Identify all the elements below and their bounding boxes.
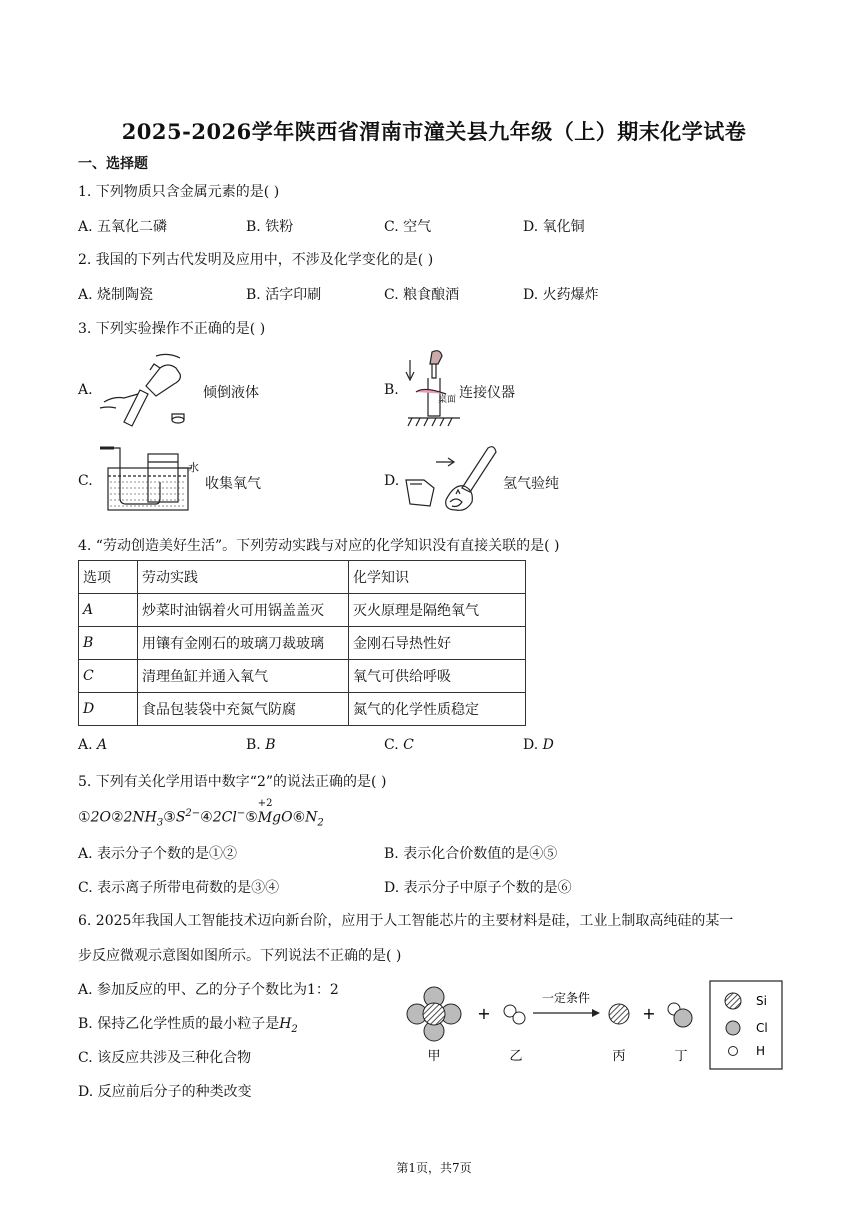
q3-option-a-caption: 倾倒液体 bbox=[203, 385, 259, 401]
connecting-apparatus-illustration bbox=[402, 348, 462, 430]
table-cell: 灭火原理是隔绝氧气 bbox=[349, 594, 526, 627]
page-footer: 第1页，共7页 bbox=[396, 1161, 472, 1175]
table-cell: 氧气可供给呼吸 bbox=[349, 660, 526, 693]
legend-box bbox=[710, 981, 782, 1069]
question-4-stem: 4. “劳动创造美好生活”。下列劳动实践与对应的化学知识没有直接关联的是( ) bbox=[78, 538, 560, 554]
q1-option-c: C. 空气 bbox=[384, 219, 432, 235]
q1-option-a: A. 五氧化二磷 bbox=[78, 219, 168, 235]
molecule-bing bbox=[609, 1004, 629, 1024]
table-cell: A bbox=[79, 594, 138, 627]
q2-option-c: C. 粮食酿酒 bbox=[384, 287, 460, 303]
q4-option-a: A. A bbox=[78, 737, 108, 753]
q3-option-b-letter: B. bbox=[384, 382, 399, 398]
q2-option-d: D. 火药爆炸 bbox=[523, 287, 599, 303]
q3-option-d-caption: 氢气验纯 bbox=[503, 476, 559, 492]
table-row bbox=[79, 693, 526, 726]
q2-option-b: B. 活字印刷 bbox=[246, 287, 322, 303]
table-cell: 用镶有金刚石的玻璃刀裁玻璃 bbox=[138, 627, 349, 660]
label-bing: 丙 bbox=[612, 1049, 626, 1064]
question-6-stem-line2: 步反应微观示意图如图所示。下列说法不正确的是( ) bbox=[78, 948, 402, 964]
q5-option-b: B. 表示化合价数值的是④⑤ bbox=[384, 846, 558, 862]
table-cell: D bbox=[79, 693, 138, 726]
q3-option-d-letter: D. bbox=[384, 473, 400, 489]
q1-option-d: D. 氧化铜 bbox=[523, 219, 585, 235]
arrow-head bbox=[592, 1009, 600, 1017]
label-ding: 丁 bbox=[674, 1049, 688, 1064]
q5-option-c: C. 表示离子所带电荷数的是③④ bbox=[78, 880, 280, 896]
page-title: 2025-2026学年陕西省渭南市潼关县九年级（上）期末化学试卷 bbox=[121, 119, 747, 144]
table-cell: 氮气的化学性质稳定 bbox=[349, 693, 526, 726]
legend-si: Si bbox=[756, 994, 767, 1008]
legend-cl: Cl bbox=[756, 1021, 768, 1035]
hydrogen-purity-test-illustration bbox=[400, 440, 500, 516]
question-1-stem: 1. 下列物质只含金属元素的是( ) bbox=[78, 184, 280, 200]
pouring-liquid-illustration bbox=[94, 350, 194, 430]
table-header-cell: 化学知识 bbox=[349, 561, 526, 594]
plus-sign: + bbox=[642, 1004, 656, 1023]
table-row bbox=[79, 627, 526, 660]
molecule-yi bbox=[504, 1005, 525, 1024]
table-cell: 食品包装袋中充氮气防腐 bbox=[138, 693, 349, 726]
reaction-condition: 一定条件 bbox=[541, 991, 591, 1005]
q6-option-c: C. 该反应共涉及三种化合物 bbox=[78, 1050, 252, 1066]
q4-option-c: C. C bbox=[384, 737, 414, 753]
q6-option-b: B. 保持乙化学性质的最小粒子是$H_2$ bbox=[78, 1016, 298, 1035]
q4-table bbox=[78, 560, 526, 726]
table-surface-label: 桌面 bbox=[438, 395, 457, 405]
table-header-cell: 劳动实践 bbox=[138, 561, 349, 594]
q5-option-d: D. 表示分子中原子个数的是⑥ bbox=[384, 880, 572, 896]
table-cell: 金刚石导热性好 bbox=[349, 627, 526, 660]
q3-option-c-caption: 收集氧气 bbox=[205, 476, 261, 492]
q3-option-b-caption: 连接仪器 bbox=[459, 385, 515, 401]
q2-option-a: A. 烧制陶瓷 bbox=[78, 287, 154, 303]
question-5-stem: 5. 下列有关化学用语中数字“2”的说法正确的是( ) bbox=[78, 774, 387, 790]
question-2-stem: 2. 我国的下列古代发明及应用中，不涉及化学变化的是( ) bbox=[78, 252, 434, 268]
table-header-cell: 选项 bbox=[79, 561, 138, 594]
q5-option-a: A. 表示分子个数的是①② bbox=[78, 846, 238, 862]
plus-sign: + bbox=[477, 1004, 491, 1023]
table-row bbox=[79, 660, 526, 693]
q3-option-c-letter: C. bbox=[78, 473, 93, 489]
question-6-stem-line1: 6. 2025年我国人工智能技术迈向新台阶，应用于人工智能芯片的主要材料是硅，工业上制取高纯硅的某一 bbox=[78, 913, 734, 929]
table-cell: 炒菜时油锅着火可用锅盖盖灭 bbox=[138, 594, 349, 627]
collecting-oxygen-illustration bbox=[96, 442, 206, 514]
q3-option-a-letter: A. bbox=[78, 382, 93, 398]
table-header-row bbox=[79, 561, 526, 594]
table-cell: 清理鱼缸并通入氧气 bbox=[138, 660, 349, 693]
table-cell: B bbox=[79, 627, 138, 660]
table-row bbox=[79, 594, 526, 627]
reaction-diagram bbox=[400, 975, 790, 1075]
q6-option-d: D. 反应前后分子的种类改变 bbox=[78, 1084, 252, 1100]
table-cell: C bbox=[79, 660, 138, 693]
molecule-jia bbox=[407, 987, 461, 1041]
label-yi: 乙 bbox=[509, 1049, 523, 1064]
q4-option-b: B. B bbox=[246, 737, 276, 753]
label-jia: 甲 bbox=[427, 1049, 441, 1064]
q5-formula-line: $①2O②2NH_3③S^{2-}④2Cl^-⑤M$ +2 $gO⑥N_2$ bbox=[78, 797, 324, 829]
q1-option-b: B. 铁粉 bbox=[246, 219, 294, 235]
legend-h: H bbox=[756, 1044, 766, 1058]
q6-option-a: A. 参加反应的甲、乙的分子个数比为1：2 bbox=[78, 982, 339, 998]
question-3-stem: 3. 下列实验操作不正确的是( ) bbox=[78, 321, 266, 337]
section-heading: 一、选择题 bbox=[78, 156, 148, 172]
molecule-ding bbox=[668, 1003, 692, 1027]
q4-option-d: D. D bbox=[523, 737, 554, 753]
water-label: 水 bbox=[188, 461, 199, 474]
